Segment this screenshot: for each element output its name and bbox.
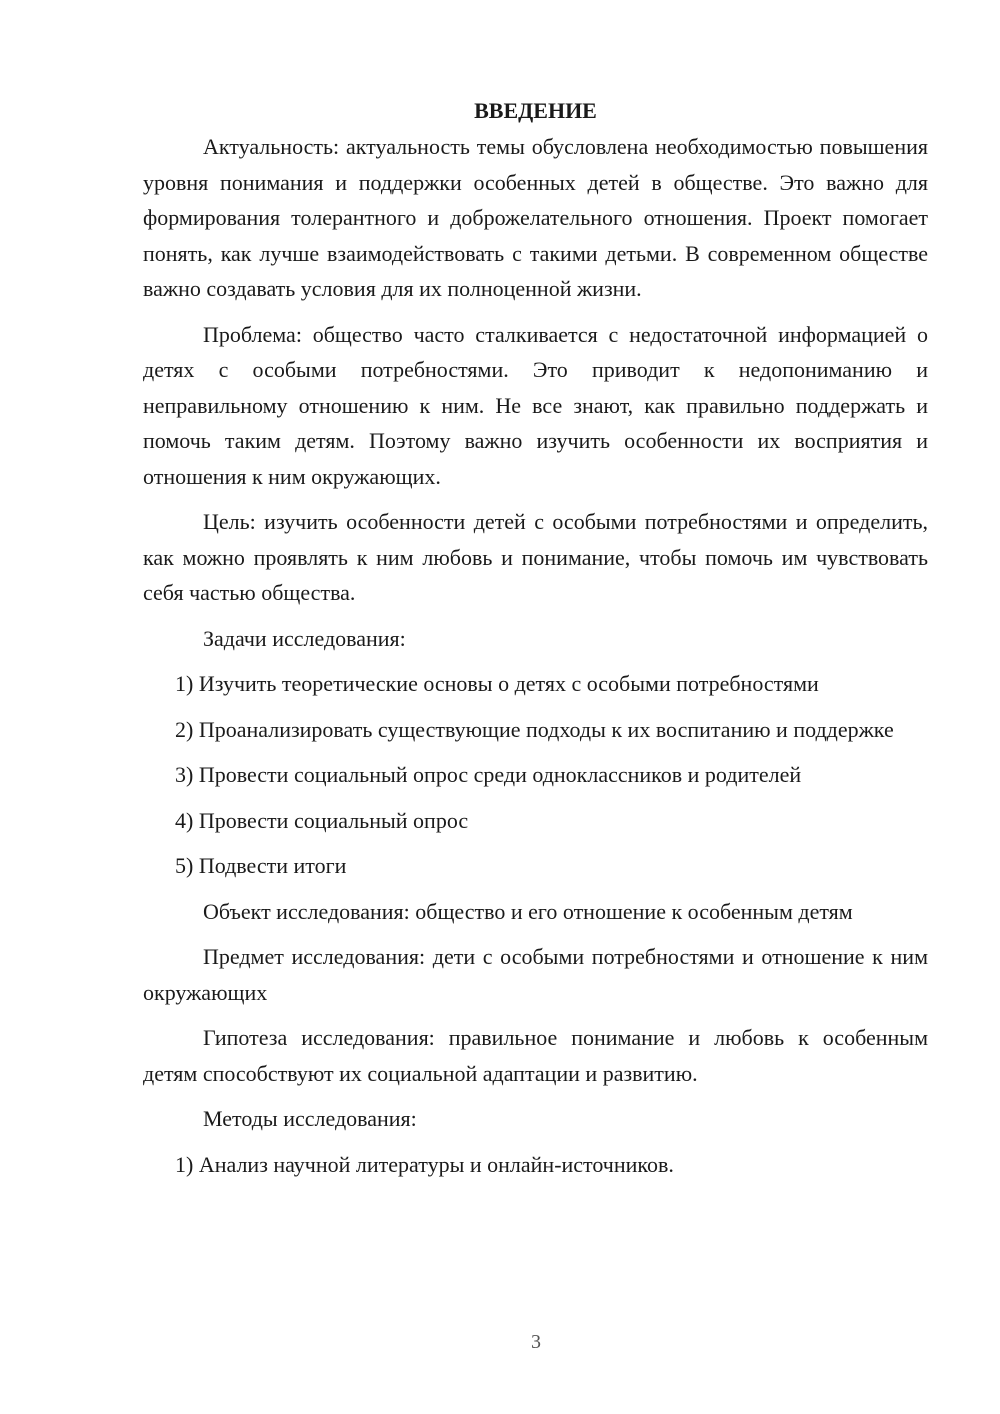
paragraph-problem: Проблема: общество часто сталкивается с недостаточной информацией о детях с особыми потребностями. Это приводит к недопониманию и неправильному отношению к ним. Не все знают, как правильно поддержать и помочь таким детям. Поэтому важно изучить особенности их восприятия и отношения к ним окружающих.: [143, 321, 928, 489]
task-item-4: 4) Провести социальный опрос: [175, 807, 469, 833]
section-title: ВВЕДЕНИЕ: [474, 98, 597, 123]
paragraph-methods-heading: Методы исследования:: [203, 1106, 417, 1131]
paragraph-object: Объект исследования: общество и его отношение к особенным детям: [203, 898, 853, 924]
task-item-1: 1) Изучить теоретические основы о детях с особыми потребностями: [175, 671, 819, 696]
paragraph-subject: Предмет исследования: дети с особыми потребностями и отношение к ним окружающих: [143, 944, 928, 1005]
method-item-1: 1) Анализ научной литературы и онлайн-источников.: [175, 1151, 674, 1177]
task-item-2: 2) Проанализировать существующие подходы к их воспитанию и поддержке: [175, 716, 894, 742]
task-item-3: 3) Провести социальный опрос среди одноклассников и родителей: [175, 762, 802, 787]
page-number: 3: [531, 1331, 541, 1353]
paragraph-hypothesis: Гипотеза исследования: правильное понимание и любовь к особенным детям способствуют их социальной адаптации и развитию.: [143, 1025, 928, 1086]
paragraph-relevance: Актуальность: актуальность темы обусловлена необходимостью повышения уровня понимания и поддержки особенных детей в обществе. Это важно для формирования толерантного и доброжелательного отношения. Проект помогает понять, как лучше взаимодействовать с такими детьми. В современном обществе важно создавать условия для их полноценной жизни.: [143, 134, 928, 301]
paragraph-goal: Цель: изучить особенности детей с особыми потребностями и определить, как можно проявлять к ним любовь и понимание, чтобы помочь им чувствовать себя частью общества.: [143, 509, 928, 605]
task-item-5: 5) Подвести итоги: [175, 853, 347, 878]
page-content: [143, 93, 928, 1192]
paragraph-tasks-heading: Задачи исследования:: [203, 625, 406, 651]
